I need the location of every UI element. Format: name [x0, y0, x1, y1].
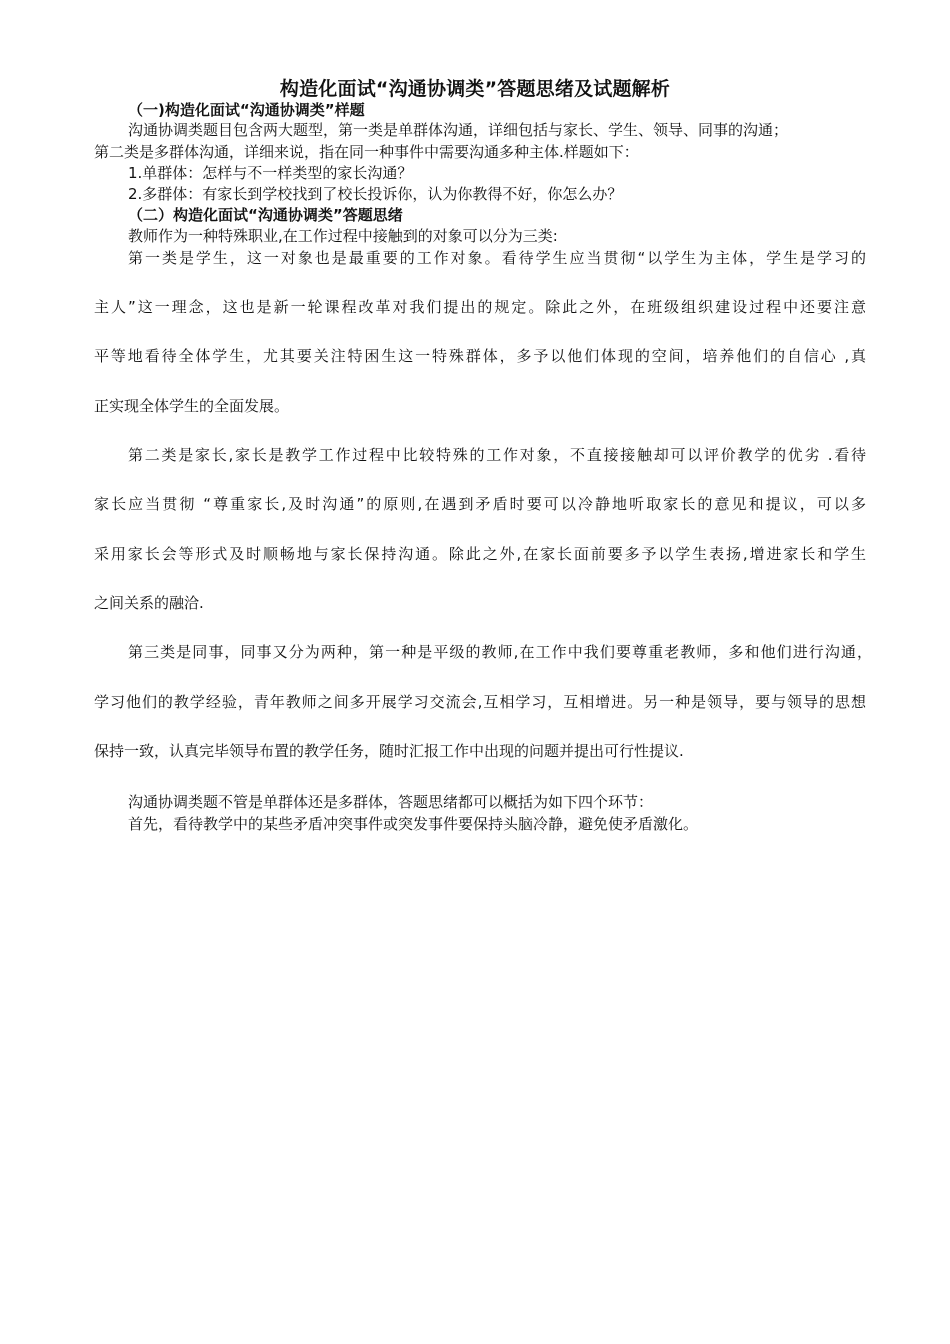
section-2-heading: （二）构造化面试“沟通协调类”答题思绪	[128, 206, 403, 224]
section-1-paragraph-line-1: 沟通协调类题目包含两大题型，第一类是单群体沟通，详细包括与家长、学生、领导、同事的沟通；	[128, 121, 789, 139]
summary-line-1: 沟通协调类题不管是单群体还是多群体，答题思绪都可以概括为如下四个环节：	[128, 793, 654, 811]
students-paragraph-line-1: 第一类是学生，这一对象也是最重要的工作对象。看待学生应当贯彻“以学生为主体，学生是学习的	[128, 249, 866, 267]
students-paragraph-line-3: 平等地看待全体学生，尤其要关注特困生这一特殊群体，多予以他们体现的空间，培养他们的自信心 ,真	[94, 347, 866, 365]
summary-line-2: 首先，看待教学中的某些矛盾冲突事件或突发事件要保持头脑冷静，避免使矛盾激化。	[128, 815, 699, 833]
students-paragraph-line-4: 正实现全体学生的全面发展。	[94, 397, 290, 415]
parents-paragraph-line-2: 家长应当贯彻 “尊重家长,及时沟通”的原则,在遇到矛盾时要可以冷静地听取家长的意见和提议，可以多	[94, 495, 866, 513]
parents-paragraph-line-3: 采用家长会等形式及时顺畅地与家长保持沟通。除此之外,在家长面前要多予以学生表扬,增进家长和学生	[94, 545, 866, 563]
students-paragraph-line-2: 主人”这一理念，这也是新一轮课程改革对我们提出的规定。除此之外，在班级组织建设过程中还要注意	[94, 298, 866, 316]
document-title: 构造化面试“沟通协调类”答题思绪及试题解析	[279, 78, 671, 100]
colleagues-paragraph-line-1: 第三类是同事，同事又分为两种，第一种是平级的教师,在工作中我们要尊重老教师，多和他们进行沟通，	[128, 643, 872, 661]
colleagues-paragraph-line-3: 保持一致，认真完毕领导布置的教学任务，随时汇报工作中出现的问题并提出可行性提议.	[94, 742, 684, 760]
section-2-intro: 教师作为一种特殊职业,在工作过程中接触到的对象可以分为三类:	[128, 227, 558, 245]
sample-question-2: 2.多群体：有家长到学校找到了校长投诉你，认为你教得不好，你怎么办？	[128, 185, 623, 203]
sample-question-1: 1.单群体：怎样与不一样类型的家长沟通？	[128, 164, 413, 182]
section-1-paragraph-line-2: 第二类是多群体沟通，详细来说，指在同一种事件中需要沟通多种主体.样题如下：	[94, 143, 639, 161]
parents-paragraph-line-4: 之间关系的融洽.	[94, 594, 204, 612]
colleagues-paragraph-line-2: 学习他们的教学经验，青年教师之间多开展学习交流会,互相学习，互相增进。另一种是领导，要与领导的思想	[94, 693, 866, 711]
section-1-heading: （一)构造化面试“沟通协调类”样题	[128, 101, 365, 119]
parents-paragraph-line-1: 第二类是家长,家长是教学工作过程中比较特殊的工作对象，不直接接触却可以评价教学的优劣 .看待	[128, 446, 866, 464]
